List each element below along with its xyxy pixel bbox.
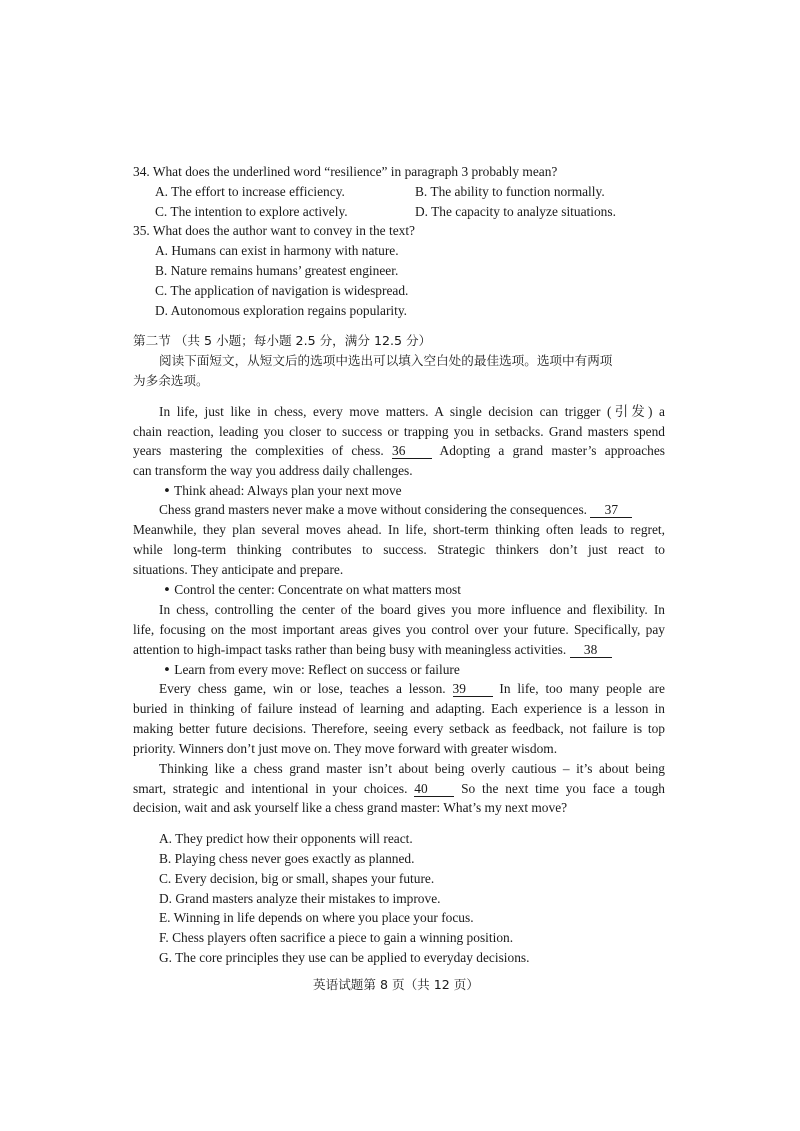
- passage-heading-2-text: Control the center: Concentrate on what matters most: [174, 582, 461, 597]
- section-instruction-line-2: 为多余选项。: [133, 373, 209, 388]
- choice-f: F. Chess players often sacrifice a piece to gain a winning position.: [159, 930, 514, 945]
- passage-p1-line-4: can transform the way you address daily challenges.: [133, 463, 413, 478]
- passage-p5-line-2-start: smart, strategic and intentional in your choices.: [133, 781, 408, 796]
- question-34-option-d: D. The capacity to analyze situations.: [415, 204, 616, 219]
- passage-p2-line-1: [159, 502, 632, 518]
- passage-p4-line-3: making better future decisions. Therefore, seeing every setback as feedback, not failure is top: [133, 721, 665, 736]
- blank-37: 37: [590, 503, 632, 518]
- blank-36: 36: [392, 444, 432, 459]
- question-34-option-a: A. The effort to increase efficiency.: [155, 184, 345, 199]
- question-35-option-d: D. Autonomous exploration regains popularity.: [155, 303, 408, 318]
- passage-p4-line-1: [159, 681, 665, 697]
- passage-heading-2: [163, 582, 461, 599]
- passage-heading-3: [163, 662, 460, 679]
- passage-p4-line-1-start: Every chess game, win or lose, teaches a lesson.: [159, 681, 446, 696]
- bullet-icon: •: [163, 583, 171, 598]
- passage-p3-line-1: In chess, controlling the center of the board gives you more influence and flexibility. In: [159, 602, 665, 617]
- passage-p3-line-2: life, focusing on the most important areas gives you control over your future. Specifically, pay: [133, 622, 665, 637]
- passage-p3-line-3-text: attention to high-impact tasks rather than being busy with meaningless activities.: [133, 642, 567, 657]
- choice-c: C. Every decision, big or small, shapes your future.: [159, 871, 435, 886]
- section-heading: 第二节 （共 5 小题；每小题 2.5 分，满分 12.5 分）: [133, 333, 432, 348]
- passage-p1-line-1: In life, just like in chess, every move matters. A single decision can trigger (引发) a: [159, 404, 665, 419]
- question-35-option-c: C. The application of navigation is widespread.: [155, 283, 409, 298]
- blank-39: 39: [453, 682, 493, 697]
- blank-38: 38: [570, 643, 612, 658]
- passage-p5-line-2: [133, 781, 665, 797]
- passage-p4-line-1-end: In life, too many people are: [499, 681, 665, 696]
- passage-p5-line-3: decision, wait and ask yourself like a chess grand master: What’s my next move?: [133, 800, 568, 815]
- choice-g: G. The core principles they use can be applied to everyday decisions.: [159, 950, 530, 965]
- choice-e: E. Winning in life depends on where you place your focus.: [159, 910, 474, 925]
- section-instruction-line-1: 阅读下面短文，从短文后的选项中选出可以填入空白处的最佳选项。选项中有两项: [159, 353, 613, 368]
- passage-p4-line-4: priority. Winners don’t just move on. They move forward with greater wisdom.: [133, 741, 558, 756]
- question-35-stem: 35. What does the author want to convey in the text?: [133, 223, 415, 238]
- choice-d: D. Grand masters analyze their mistakes to improve.: [159, 891, 441, 906]
- passage-p5-line-1: Thinking like a chess grand master isn’t about being overly cautious – it’s about being: [159, 761, 665, 776]
- choice-a: A. They predict how their opponents will react.: [159, 831, 413, 846]
- passage-p1-line-2: chain reaction, leading you closer to success or trapping you in setbacks. Grand masters spend: [133, 424, 665, 439]
- question-35-option-b: B. Nature remains humans’ greatest engineer.: [155, 263, 399, 278]
- passage-p2-line-1-text: Chess grand masters never make a move without considering the consequences.: [159, 502, 588, 517]
- question-34-option-b: B. The ability to function normally.: [415, 184, 605, 199]
- page-footer: 英语试题第 8 页（共 12 页）: [313, 977, 479, 992]
- question-34-option-c: C. The intention to explore actively.: [155, 204, 348, 219]
- question-34-stem: 34. What does the underlined word “resilience” in paragraph 3 probably mean?: [133, 164, 558, 179]
- passage-heading-3-text: Learn from every move: Reflect on success or failure: [174, 662, 460, 677]
- passage-p5-line-2-end: So the next time you face a tough: [461, 781, 665, 796]
- passage-p2-line-2: Meanwhile, they plan several moves ahead. In life, short-term thinking often leads to regret,: [133, 522, 665, 537]
- question-35-option-a: A. Humans can exist in harmony with nature.: [155, 243, 399, 258]
- bullet-icon: •: [163, 663, 171, 678]
- passage-p2-line-3: while long-term thinking contributes to success. Strategic thinkers don’t just react to: [133, 542, 665, 557]
- blank-40: 40: [414, 782, 454, 797]
- passage-p1-line-3-start: years mastering the complexities of chess.: [133, 443, 384, 458]
- passage-p3-line-3: [133, 642, 612, 658]
- passage-p1-line-3: [133, 443, 665, 459]
- bullet-icon: •: [163, 484, 171, 499]
- passage-p1-line-3-end: Adopting a grand master’s approaches: [439, 443, 666, 458]
- passage-heading-1-text: Think ahead: Always plan your next move: [174, 483, 402, 498]
- passage-p2-line-4: situations. They anticipate and prepare.: [133, 562, 344, 577]
- passage-heading-1: [163, 483, 402, 500]
- passage-p4-line-2: buried in thinking of failure instead of learning and adapting. Each experience is a lesson in: [133, 701, 665, 716]
- choice-b: B. Playing chess never goes exactly as planned.: [159, 851, 415, 866]
